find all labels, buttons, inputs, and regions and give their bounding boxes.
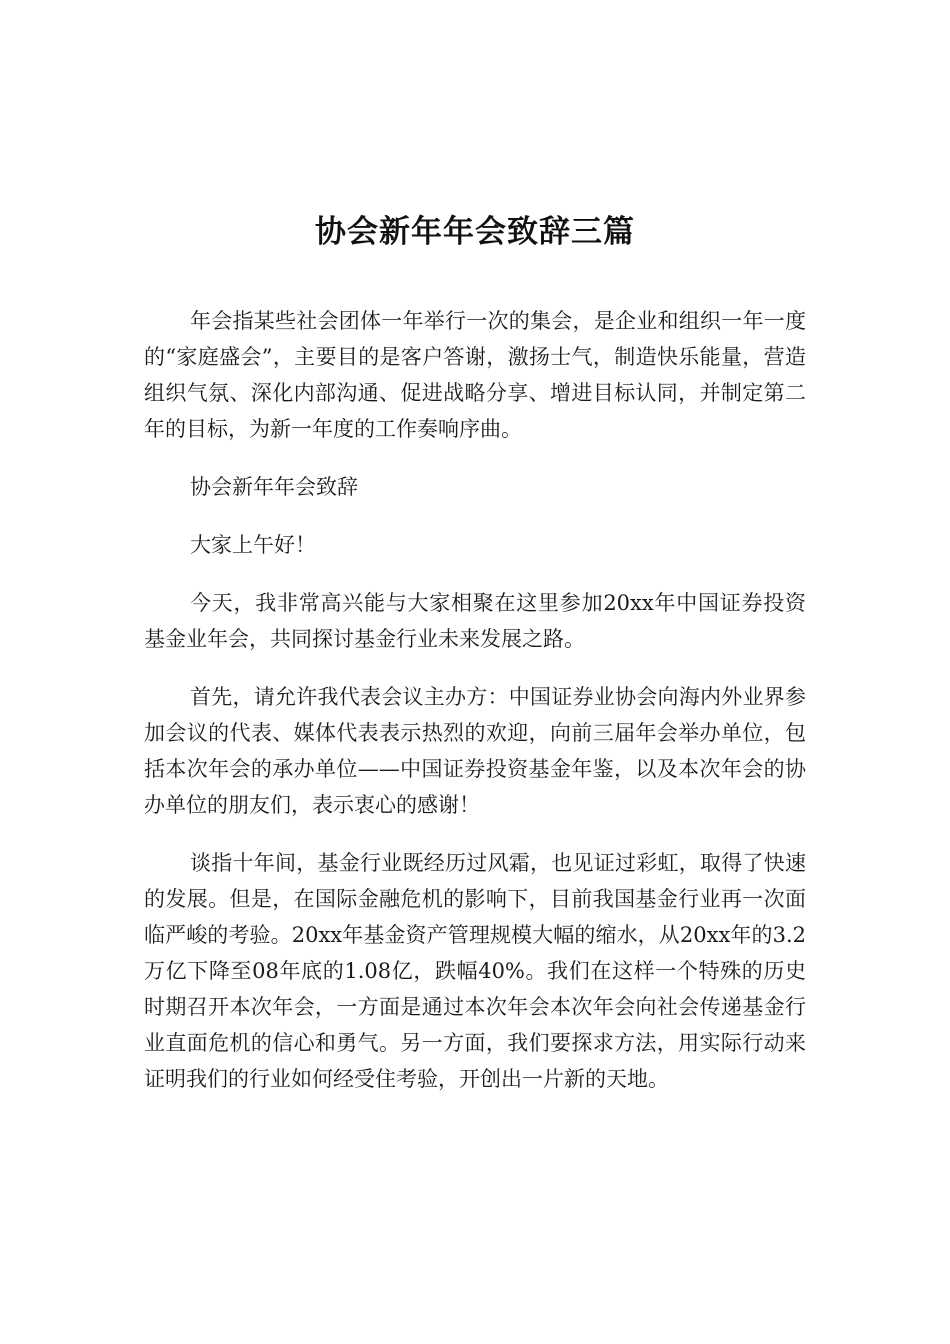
document-body — [144, 205, 806, 1119]
body-paragraph: 谈指十年间，基金行业既经历过风霜，也见证过彩虹，取得了快速的发展。但是，在国际金融危机的影响下，目前我国基金行业再一次面临严峻的考验。20xx年基金资产管理规模大幅的缩水，从20xx年的3.2万亿下降至08年底的1.08亿，跌幅40%。我们在这样一个特殊的历史时期召开本次年会，一方面是通过本次年会本次年会向社会传递基金行业直面危机的信心和勇气。另一方面，我们要探求方法，用实际行动来证明我们的行业如何经受住考验，开创出一片新的天地。 — [144, 851, 806, 1091]
body-paragraph: 首先，请允许我代表会议主办方：中国证券业协会向海内外业界参加会议的代表、媒体代表表示热烈的欢迎，向前三届年会举办单位，包括本次年会的承办单位——中国证券投资基金年鉴，以及本次年会的协办单位的朋友们，表示衷心的感谢！ — [144, 685, 806, 817]
speech-heading: 协会新年年会致辞 — [190, 475, 358, 499]
document-title: 协会新年年会致辞三篇 — [315, 214, 635, 250]
greeting-paragraph: 大家上午好！ — [190, 533, 316, 557]
intro-paragraph: 年会指某些社会团体一年举行一次的集会，是企业和组织一年一度的“家庭盛会”，主要目的是客户答谢，激扬士气，制造快乐能量，营造组织气氛、深化内部沟通、促进战略分享、增进目标认同，并制定第二年的目标，为新一年度的工作奏响序曲。 — [144, 309, 806, 441]
body-paragraph: 今天，我非常高兴能与大家相聚在这里参加20xx年中国证券投资基金业年会，共同探讨基金行业未来发展之路。 — [144, 591, 806, 651]
